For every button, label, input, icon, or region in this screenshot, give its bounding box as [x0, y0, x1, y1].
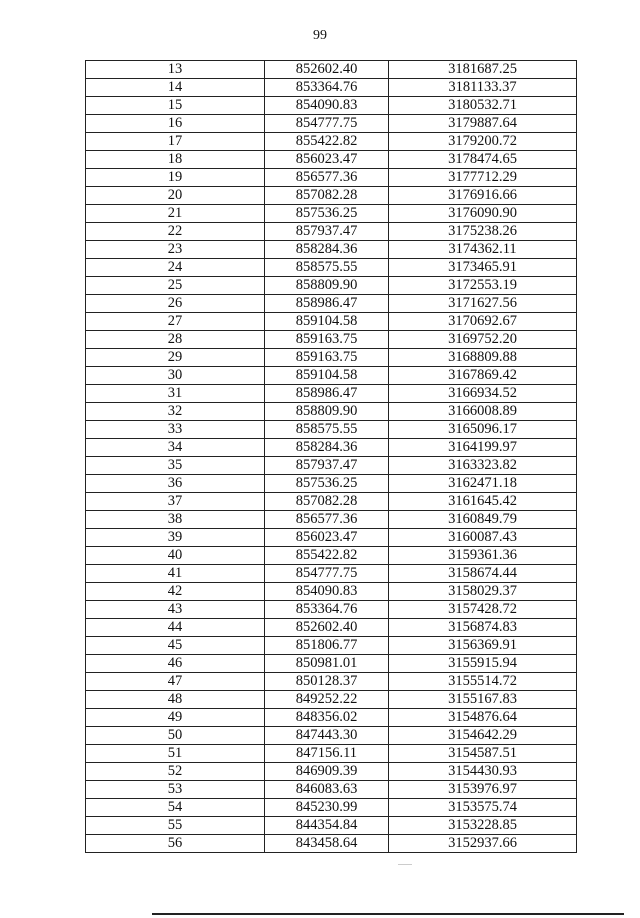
table-row: [86, 349, 577, 367]
y-coordinate-cell: 3181687.25: [389, 61, 577, 79]
x-coordinate-cell: 858284.36: [265, 241, 389, 259]
table-row: [86, 493, 577, 511]
x-coordinate-cell: 857082.28: [265, 187, 389, 205]
x-coordinate-cell: 849252.22: [265, 691, 389, 709]
x-coordinate-cell: 856023.47: [265, 151, 389, 169]
point-number-cell: 22: [86, 223, 265, 241]
point-number-cell: 18: [86, 151, 265, 169]
y-coordinate-cell: 3171627.56: [389, 295, 577, 313]
x-coordinate-cell: 855422.82: [265, 133, 389, 151]
y-coordinate-cell: 3165096.17: [389, 421, 577, 439]
table-row: [86, 421, 577, 439]
y-coordinate-cell: 3167869.42: [389, 367, 577, 385]
point-number-cell: 44: [86, 619, 265, 637]
table-row: [86, 295, 577, 313]
point-number-cell: 20: [86, 187, 265, 205]
x-coordinate-cell: 858809.90: [265, 403, 389, 421]
table-row: [86, 781, 577, 799]
y-coordinate-cell: 3172553.19: [389, 277, 577, 295]
table-row: [86, 169, 577, 187]
table-row: [86, 223, 577, 241]
point-number-cell: 30: [86, 367, 265, 385]
point-number-cell: 54: [86, 799, 265, 817]
y-coordinate-cell: 3158029.37: [389, 583, 577, 601]
point-number-cell: 15: [86, 97, 265, 115]
point-number-cell: 24: [86, 259, 265, 277]
table-row: [86, 745, 577, 763]
y-coordinate-cell: 3180532.71: [389, 97, 577, 115]
y-coordinate-cell: 3173465.91: [389, 259, 577, 277]
table-row: [86, 691, 577, 709]
table-row: [86, 367, 577, 385]
table-row: [86, 259, 577, 277]
y-coordinate-cell: 3157428.72: [389, 601, 577, 619]
point-number-cell: 28: [86, 331, 265, 349]
table-row: [86, 835, 577, 853]
table-row: [86, 241, 577, 259]
point-number-cell: 47: [86, 673, 265, 691]
coordinates-table: [85, 60, 577, 853]
x-coordinate-cell: 857082.28: [265, 493, 389, 511]
x-coordinate-cell: 854777.75: [265, 115, 389, 133]
x-coordinate-cell: 857937.47: [265, 223, 389, 241]
point-number-cell: 55: [86, 817, 265, 835]
point-number-cell: 51: [86, 745, 265, 763]
table-row: [86, 529, 577, 547]
x-coordinate-cell: 851806.77: [265, 637, 389, 655]
point-number-cell: 14: [86, 79, 265, 97]
point-number-cell: 42: [86, 583, 265, 601]
y-coordinate-cell: 3175238.26: [389, 223, 577, 241]
table-row: [86, 601, 577, 619]
x-coordinate-cell: 845230.99: [265, 799, 389, 817]
table-row: [86, 799, 577, 817]
point-number-cell: 39: [86, 529, 265, 547]
point-number-cell: 45: [86, 637, 265, 655]
x-coordinate-cell: 848356.02: [265, 709, 389, 727]
x-coordinate-cell: 858809.90: [265, 277, 389, 295]
point-number-cell: 52: [86, 763, 265, 781]
y-coordinate-cell: 3152937.66: [389, 835, 577, 853]
table-row: [86, 187, 577, 205]
x-coordinate-cell: 859163.75: [265, 349, 389, 367]
y-coordinate-cell: 3161645.42: [389, 493, 577, 511]
table-row: [86, 331, 577, 349]
y-coordinate-cell: 3154587.51: [389, 745, 577, 763]
x-coordinate-cell: 844354.84: [265, 817, 389, 835]
x-coordinate-cell: 856023.47: [265, 529, 389, 547]
y-coordinate-cell: 3154430.93: [389, 763, 577, 781]
x-coordinate-cell: 843458.64: [265, 835, 389, 853]
y-coordinate-cell: 3154642.29: [389, 727, 577, 745]
point-number-cell: 32: [86, 403, 265, 421]
point-number-cell: 31: [86, 385, 265, 403]
y-coordinate-cell: 3158674.44: [389, 565, 577, 583]
y-coordinate-cell: 3176916.66: [389, 187, 577, 205]
point-number-cell: 23: [86, 241, 265, 259]
table-row: [86, 151, 577, 169]
x-coordinate-cell: 854090.83: [265, 97, 389, 115]
y-coordinate-cell: 3166008.89: [389, 403, 577, 421]
x-coordinate-cell: 850128.37: [265, 673, 389, 691]
table-row: [86, 385, 577, 403]
x-coordinate-cell: 859163.75: [265, 331, 389, 349]
y-coordinate-cell: 3159361.36: [389, 547, 577, 565]
x-coordinate-cell: 858986.47: [265, 295, 389, 313]
point-number-cell: 46: [86, 655, 265, 673]
y-coordinate-cell: 3177712.29: [389, 169, 577, 187]
table-row: [86, 583, 577, 601]
y-coordinate-cell: 3163323.82: [389, 457, 577, 475]
table-row: [86, 727, 577, 745]
x-coordinate-cell: 858284.36: [265, 439, 389, 457]
table-row: [86, 403, 577, 421]
x-coordinate-cell: 846083.63: [265, 781, 389, 799]
x-coordinate-cell: 852602.40: [265, 61, 389, 79]
table-row: [86, 475, 577, 493]
y-coordinate-cell: 3156874.83: [389, 619, 577, 637]
x-coordinate-cell: 846909.39: [265, 763, 389, 781]
x-coordinate-cell: 852602.40: [265, 619, 389, 637]
y-coordinate-cell: 3164199.97: [389, 439, 577, 457]
x-coordinate-cell: 857536.25: [265, 205, 389, 223]
x-coordinate-cell: 856577.36: [265, 511, 389, 529]
y-coordinate-cell: 3155915.94: [389, 655, 577, 673]
x-coordinate-cell: 855422.82: [265, 547, 389, 565]
table-row: [86, 97, 577, 115]
table-row: [86, 313, 577, 331]
table-row: [86, 79, 577, 97]
y-coordinate-cell: 3179200.72: [389, 133, 577, 151]
point-number-cell: 13: [86, 61, 265, 79]
y-coordinate-cell: 3160087.43: [389, 529, 577, 547]
point-number-cell: 49: [86, 709, 265, 727]
y-coordinate-cell: 3153228.85: [389, 817, 577, 835]
table-row: [86, 673, 577, 691]
y-coordinate-cell: 3155514.72: [389, 673, 577, 691]
point-number-cell: 33: [86, 421, 265, 439]
y-coordinate-cell: 3181133.37: [389, 79, 577, 97]
table-row: [86, 115, 577, 133]
x-coordinate-cell: 847156.11: [265, 745, 389, 763]
table-row: [86, 619, 577, 637]
page-number: 99: [313, 28, 327, 43]
y-coordinate-cell: 3168809.88: [389, 349, 577, 367]
bottom-rule: [152, 913, 624, 915]
y-coordinate-cell: 3162471.18: [389, 475, 577, 493]
table-row: [86, 133, 577, 151]
table-row: [86, 637, 577, 655]
point-number-cell: 35: [86, 457, 265, 475]
point-number-cell: 16: [86, 115, 265, 133]
x-coordinate-cell: 858986.47: [265, 385, 389, 403]
point-number-cell: 19: [86, 169, 265, 187]
point-number-cell: 37: [86, 493, 265, 511]
table-row: [86, 817, 577, 835]
x-coordinate-cell: 850981.01: [265, 655, 389, 673]
y-coordinate-cell: 3155167.83: [389, 691, 577, 709]
table-row: [86, 511, 577, 529]
point-number-cell: 48: [86, 691, 265, 709]
y-coordinate-cell: 3160849.79: [389, 511, 577, 529]
x-coordinate-cell: 859104.58: [265, 367, 389, 385]
point-number-cell: 36: [86, 475, 265, 493]
x-coordinate-cell: 847443.30: [265, 727, 389, 745]
table-row: [86, 439, 577, 457]
table-row: [86, 763, 577, 781]
table-row: [86, 655, 577, 673]
point-number-cell: 41: [86, 565, 265, 583]
x-coordinate-cell: 853364.76: [265, 79, 389, 97]
table-row: [86, 457, 577, 475]
point-number-cell: 26: [86, 295, 265, 313]
x-coordinate-cell: 853364.76: [265, 601, 389, 619]
y-coordinate-cell: 3166934.52: [389, 385, 577, 403]
point-number-cell: 21: [86, 205, 265, 223]
x-coordinate-cell: 858575.55: [265, 421, 389, 439]
table-row: [86, 709, 577, 727]
y-coordinate-cell: 3153976.97: [389, 781, 577, 799]
point-number-cell: 29: [86, 349, 265, 367]
point-number-cell: 27: [86, 313, 265, 331]
x-coordinate-cell: 857536.25: [265, 475, 389, 493]
x-coordinate-cell: 856577.36: [265, 169, 389, 187]
y-coordinate-cell: 3153575.74: [389, 799, 577, 817]
y-coordinate-cell: 3170692.67: [389, 313, 577, 331]
y-coordinate-cell: 3179887.64: [389, 115, 577, 133]
point-number-cell: 17: [86, 133, 265, 151]
x-coordinate-cell: 854090.83: [265, 583, 389, 601]
point-number-cell: 38: [86, 511, 265, 529]
table-row: [86, 277, 577, 295]
y-coordinate-cell: 3174362.11: [389, 241, 577, 259]
y-coordinate-cell: 3156369.91: [389, 637, 577, 655]
y-coordinate-cell: 3154876.64: [389, 709, 577, 727]
table-row: [86, 547, 577, 565]
x-coordinate-cell: 857937.47: [265, 457, 389, 475]
point-number-cell: 53: [86, 781, 265, 799]
y-coordinate-cell: 3178474.65: [389, 151, 577, 169]
y-coordinate-cell: 3169752.20: [389, 331, 577, 349]
coordinates-table-body: [86, 61, 577, 853]
point-number-cell: 40: [86, 547, 265, 565]
table-row: [86, 565, 577, 583]
x-coordinate-cell: 859104.58: [265, 313, 389, 331]
x-coordinate-cell: 858575.55: [265, 259, 389, 277]
table-row: [86, 61, 577, 79]
x-coordinate-cell: 854777.75: [265, 565, 389, 583]
point-number-cell: 34: [86, 439, 265, 457]
point-number-cell: 25: [86, 277, 265, 295]
point-number-cell: 56: [86, 835, 265, 853]
y-coordinate-cell: 3176090.90: [389, 205, 577, 223]
point-number-cell: 43: [86, 601, 265, 619]
table-row: [86, 205, 577, 223]
point-number-cell: 50: [86, 727, 265, 745]
scan-mark: [398, 864, 412, 865]
